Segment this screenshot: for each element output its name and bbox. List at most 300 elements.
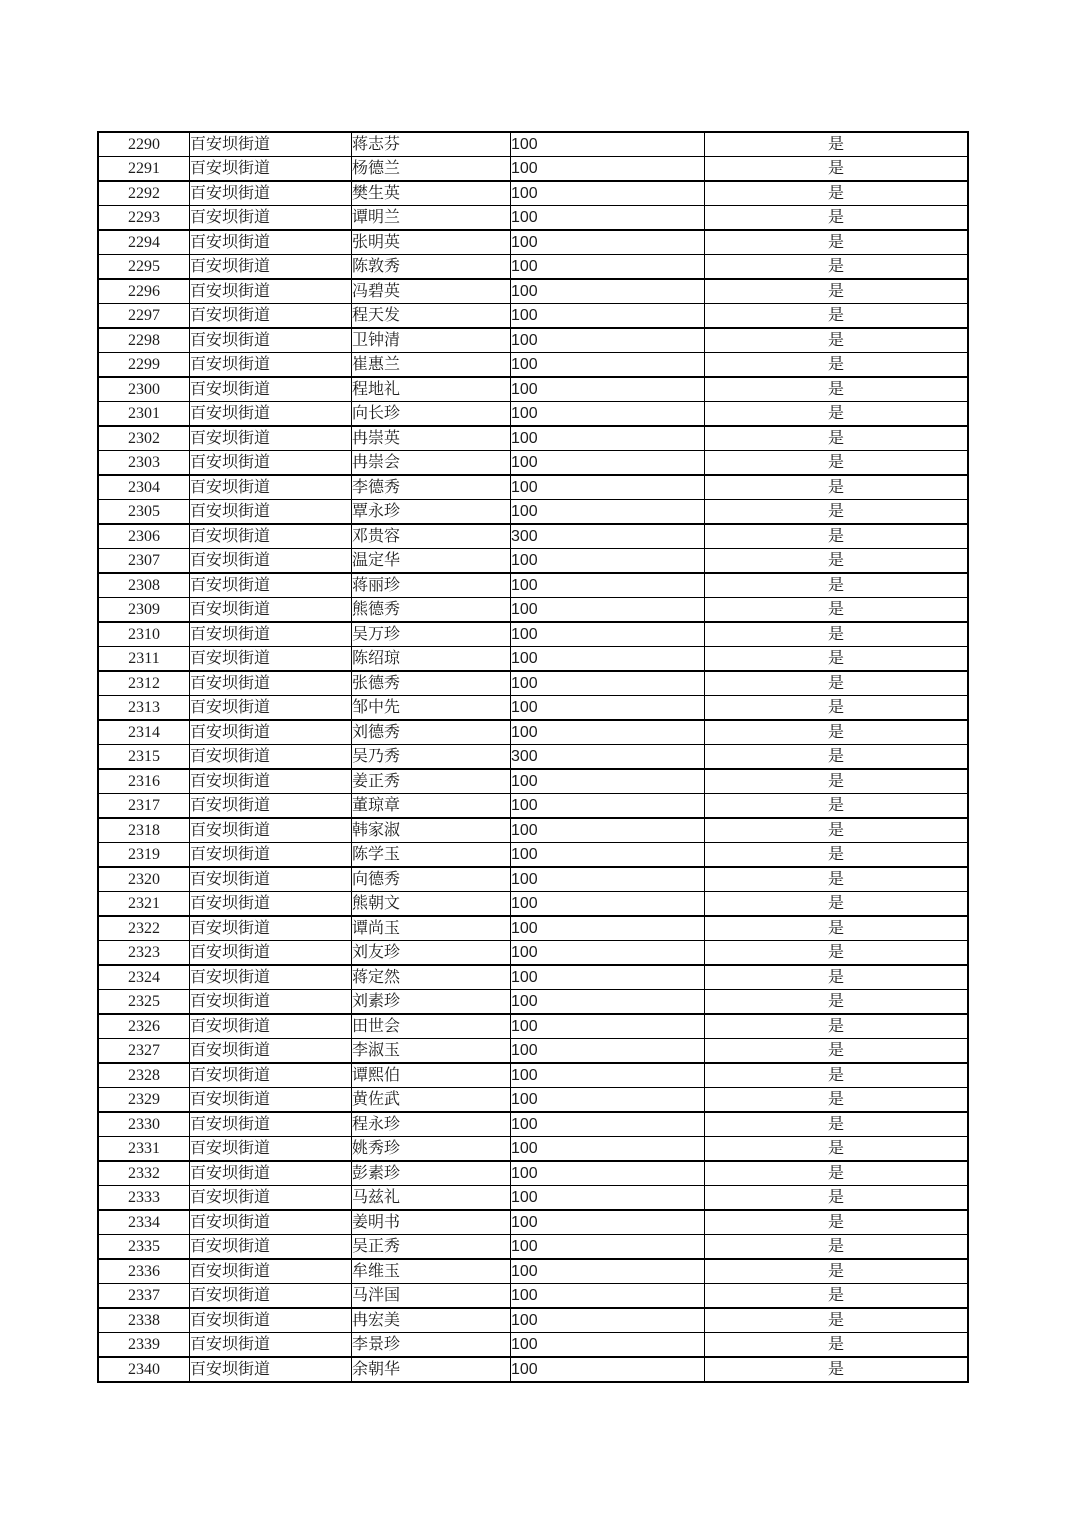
- table-row: [98, 230, 968, 255]
- cell-person-name: 马兹礼: [352, 1186, 511, 1211]
- table-row: [98, 1186, 968, 1211]
- cell-street-name: 百安坝街道: [190, 671, 352, 696]
- table-row: [98, 720, 968, 745]
- payment-roster-table: [97, 131, 969, 1383]
- cell-confirmed: 是: [705, 1333, 969, 1358]
- table-row: [98, 1308, 968, 1333]
- table-row: [98, 157, 968, 182]
- table-row: [98, 794, 968, 819]
- cell-confirmed: 是: [705, 1186, 969, 1211]
- cell-amount: 100: [511, 1161, 705, 1186]
- table-row: [98, 990, 968, 1015]
- cell-person-name: 董琼章: [352, 794, 511, 819]
- cell-person-name: 温定华: [352, 549, 511, 574]
- cell-serial-number: 2337: [98, 1284, 190, 1309]
- cell-person-name: 冉崇会: [352, 451, 511, 476]
- cell-serial-number: 2301: [98, 402, 190, 427]
- cell-serial-number: 2303: [98, 451, 190, 476]
- cell-street-name: 百安坝街道: [190, 990, 352, 1015]
- cell-amount: 100: [511, 965, 705, 990]
- table-row: [98, 647, 968, 672]
- table-row: [98, 843, 968, 868]
- cell-serial-number: 2322: [98, 916, 190, 941]
- table-row: [98, 769, 968, 794]
- cell-confirmed: 是: [705, 426, 969, 451]
- cell-person-name: 韩家淑: [352, 818, 511, 843]
- cell-serial-number: 2305: [98, 500, 190, 525]
- table-row: [98, 426, 968, 451]
- cell-amount: 100: [511, 353, 705, 378]
- table-row: [98, 598, 968, 623]
- cell-person-name: 张德秀: [352, 671, 511, 696]
- cell-amount: 100: [511, 647, 705, 672]
- cell-amount: 100: [511, 720, 705, 745]
- cell-confirmed: 是: [705, 916, 969, 941]
- cell-person-name: 刘友珍: [352, 941, 511, 966]
- cell-person-name: 吴正秀: [352, 1235, 511, 1260]
- cell-amount: 100: [511, 1308, 705, 1333]
- cell-serial-number: 2308: [98, 573, 190, 598]
- cell-street-name: 百安坝街道: [190, 867, 352, 892]
- cell-street-name: 百安坝街道: [190, 304, 352, 329]
- cell-amount: 100: [511, 1235, 705, 1260]
- cell-amount: 100: [511, 1186, 705, 1211]
- table-row: [98, 451, 968, 476]
- cell-street-name: 百安坝街道: [190, 1014, 352, 1039]
- cell-amount: 100: [511, 402, 705, 427]
- cell-person-name: 李淑玉: [352, 1039, 511, 1064]
- table-row: [98, 1137, 968, 1162]
- table-row: [98, 671, 968, 696]
- cell-serial-number: 2321: [98, 892, 190, 917]
- cell-serial-number: 2312: [98, 671, 190, 696]
- cell-street-name: 百安坝街道: [190, 1284, 352, 1309]
- cell-person-name: 卫钟清: [352, 328, 511, 353]
- cell-street-name: 百安坝街道: [190, 279, 352, 304]
- cell-amount: 100: [511, 622, 705, 647]
- cell-confirmed: 是: [705, 402, 969, 427]
- cell-amount: 100: [511, 230, 705, 255]
- cell-street-name: 百安坝街道: [190, 1259, 352, 1284]
- cell-person-name: 冉崇英: [352, 426, 511, 451]
- cell-serial-number: 2307: [98, 549, 190, 574]
- cell-serial-number: 2331: [98, 1137, 190, 1162]
- cell-serial-number: 2332: [98, 1161, 190, 1186]
- cell-serial-number: 2300: [98, 377, 190, 402]
- cell-serial-number: 2316: [98, 769, 190, 794]
- cell-person-name: 吴乃秀: [352, 745, 511, 770]
- table-row: [98, 353, 968, 378]
- cell-serial-number: 2317: [98, 794, 190, 819]
- cell-person-name: 熊朝文: [352, 892, 511, 917]
- cell-serial-number: 2326: [98, 1014, 190, 1039]
- cell-person-name: 姜正秀: [352, 769, 511, 794]
- cell-person-name: 谭明兰: [352, 206, 511, 231]
- cell-confirmed: 是: [705, 1088, 969, 1113]
- table-row: [98, 1161, 968, 1186]
- cell-confirmed: 是: [705, 794, 969, 819]
- cell-amount: 100: [511, 1039, 705, 1064]
- table-row: [98, 500, 968, 525]
- cell-person-name: 谭尚玉: [352, 916, 511, 941]
- cell-serial-number: 2335: [98, 1235, 190, 1260]
- cell-serial-number: 2311: [98, 647, 190, 672]
- cell-confirmed: 是: [705, 990, 969, 1015]
- cell-serial-number: 2333: [98, 1186, 190, 1211]
- cell-confirmed: 是: [705, 255, 969, 280]
- cell-street-name: 百安坝街道: [190, 524, 352, 549]
- cell-confirmed: 是: [705, 132, 969, 157]
- table-row: [98, 304, 968, 329]
- cell-street-name: 百安坝街道: [190, 1088, 352, 1113]
- cell-street-name: 百安坝街道: [190, 769, 352, 794]
- cell-street-name: 百安坝街道: [190, 622, 352, 647]
- cell-amount: 100: [511, 328, 705, 353]
- cell-person-name: 马泮国: [352, 1284, 511, 1309]
- cell-confirmed: 是: [705, 573, 969, 598]
- cell-street-name: 百安坝街道: [190, 941, 352, 966]
- table-row: [98, 402, 968, 427]
- cell-serial-number: 2310: [98, 622, 190, 647]
- cell-confirmed: 是: [705, 304, 969, 329]
- cell-amount: 100: [511, 206, 705, 231]
- table-row: [98, 255, 968, 280]
- cell-confirmed: 是: [705, 941, 969, 966]
- cell-person-name: 陈学玉: [352, 843, 511, 868]
- cell-confirmed: 是: [705, 1308, 969, 1333]
- cell-confirmed: 是: [705, 353, 969, 378]
- cell-amount: 100: [511, 671, 705, 696]
- cell-person-name: 杨德兰: [352, 157, 511, 182]
- cell-serial-number: 2306: [98, 524, 190, 549]
- cell-street-name: 百安坝街道: [190, 843, 352, 868]
- cell-amount: 100: [511, 255, 705, 280]
- cell-serial-number: 2296: [98, 279, 190, 304]
- cell-person-name: 冉宏美: [352, 1308, 511, 1333]
- cell-amount: 100: [511, 1210, 705, 1235]
- cell-confirmed: 是: [705, 647, 969, 672]
- cell-street-name: 百安坝街道: [190, 255, 352, 280]
- cell-amount: 100: [511, 377, 705, 402]
- cell-amount: 100: [511, 1284, 705, 1309]
- cell-amount: 100: [511, 1357, 705, 1382]
- cell-serial-number: 2293: [98, 206, 190, 231]
- cell-person-name: 蒋丽珍: [352, 573, 511, 598]
- cell-street-name: 百安坝街道: [190, 720, 352, 745]
- cell-street-name: 百安坝街道: [190, 892, 352, 917]
- cell-street-name: 百安坝街道: [190, 500, 352, 525]
- cell-amount: 300: [511, 745, 705, 770]
- cell-person-name: 陈敦秀: [352, 255, 511, 280]
- table-row: [98, 279, 968, 304]
- cell-confirmed: 是: [705, 622, 969, 647]
- cell-street-name: 百安坝街道: [190, 1112, 352, 1137]
- cell-confirmed: 是: [705, 549, 969, 574]
- cell-serial-number: 2292: [98, 181, 190, 206]
- cell-street-name: 百安坝街道: [190, 1308, 352, 1333]
- table-row: [98, 475, 968, 500]
- table-row: [98, 1333, 968, 1358]
- cell-amount: 100: [511, 941, 705, 966]
- cell-serial-number: 2325: [98, 990, 190, 1015]
- cell-street-name: 百安坝街道: [190, 745, 352, 770]
- cell-street-name: 百安坝街道: [190, 696, 352, 721]
- cell-amount: 100: [511, 818, 705, 843]
- cell-amount: 100: [511, 304, 705, 329]
- cell-serial-number: 2295: [98, 255, 190, 280]
- cell-amount: 100: [511, 451, 705, 476]
- cell-amount: 100: [511, 132, 705, 157]
- cell-serial-number: 2304: [98, 475, 190, 500]
- cell-street-name: 百安坝街道: [190, 1161, 352, 1186]
- cell-amount: 100: [511, 990, 705, 1015]
- cell-serial-number: 2319: [98, 843, 190, 868]
- cell-person-name: 李德秀: [352, 475, 511, 500]
- table-row: [98, 181, 968, 206]
- table-row: [98, 1088, 968, 1113]
- cell-confirmed: 是: [705, 1137, 969, 1162]
- cell-confirmed: 是: [705, 1210, 969, 1235]
- table-row: [98, 549, 968, 574]
- cell-person-name: 邹中先: [352, 696, 511, 721]
- table-body: [98, 132, 968, 1382]
- cell-confirmed: 是: [705, 769, 969, 794]
- cell-serial-number: 2339: [98, 1333, 190, 1358]
- cell-street-name: 百安坝街道: [190, 549, 352, 574]
- cell-amount: 100: [511, 867, 705, 892]
- cell-serial-number: 2309: [98, 598, 190, 623]
- table-row: [98, 1039, 968, 1064]
- cell-street-name: 百安坝街道: [190, 647, 352, 672]
- cell-street-name: 百安坝街道: [190, 794, 352, 819]
- cell-amount: 100: [511, 157, 705, 182]
- cell-serial-number: 2324: [98, 965, 190, 990]
- cell-street-name: 百安坝街道: [190, 1137, 352, 1162]
- cell-person-name: 程天发: [352, 304, 511, 329]
- cell-street-name: 百安坝街道: [190, 1210, 352, 1235]
- cell-person-name: 蒋志芬: [352, 132, 511, 157]
- cell-confirmed: 是: [705, 1284, 969, 1309]
- cell-street-name: 百安坝街道: [190, 451, 352, 476]
- cell-person-name: 李景珍: [352, 1333, 511, 1358]
- cell-person-name: 陈绍琼: [352, 647, 511, 672]
- table-row: [98, 1063, 968, 1088]
- cell-confirmed: 是: [705, 720, 969, 745]
- cell-confirmed: 是: [705, 818, 969, 843]
- table-row: [98, 206, 968, 231]
- cell-confirmed: 是: [705, 500, 969, 525]
- cell-street-name: 百安坝街道: [190, 1235, 352, 1260]
- cell-person-name: 樊生英: [352, 181, 511, 206]
- cell-person-name: 刘素珍: [352, 990, 511, 1015]
- table-row: [98, 524, 968, 549]
- cell-street-name: 百安坝街道: [190, 157, 352, 182]
- cell-serial-number: 2334: [98, 1210, 190, 1235]
- cell-amount: 100: [511, 794, 705, 819]
- cell-person-name: 黄佐武: [352, 1088, 511, 1113]
- cell-person-name: 张明英: [352, 230, 511, 255]
- cell-person-name: 向德秀: [352, 867, 511, 892]
- cell-street-name: 百安坝街道: [190, 206, 352, 231]
- cell-street-name: 百安坝街道: [190, 230, 352, 255]
- cell-confirmed: 是: [705, 843, 969, 868]
- cell-confirmed: 是: [705, 1063, 969, 1088]
- cell-confirmed: 是: [705, 1235, 969, 1260]
- cell-street-name: 百安坝街道: [190, 1186, 352, 1211]
- table-row: [98, 1112, 968, 1137]
- cell-serial-number: 2297: [98, 304, 190, 329]
- cell-street-name: 百安坝街道: [190, 353, 352, 378]
- cell-serial-number: 2330: [98, 1112, 190, 1137]
- table-row: [98, 377, 968, 402]
- table-row: [98, 965, 968, 990]
- cell-serial-number: 2290: [98, 132, 190, 157]
- cell-serial-number: 2302: [98, 426, 190, 451]
- cell-confirmed: 是: [705, 1357, 969, 1382]
- cell-serial-number: 2299: [98, 353, 190, 378]
- cell-person-name: 熊德秀: [352, 598, 511, 623]
- cell-person-name: 吴万珍: [352, 622, 511, 647]
- cell-serial-number: 2315: [98, 745, 190, 770]
- cell-person-name: 牟维玉: [352, 1259, 511, 1284]
- cell-person-name: 姚秀珍: [352, 1137, 511, 1162]
- table-row: [98, 1357, 968, 1382]
- cell-confirmed: 是: [705, 1039, 969, 1064]
- cell-confirmed: 是: [705, 181, 969, 206]
- cell-serial-number: 2336: [98, 1259, 190, 1284]
- cell-street-name: 百安坝街道: [190, 965, 352, 990]
- cell-amount: 100: [511, 181, 705, 206]
- cell-confirmed: 是: [705, 696, 969, 721]
- table-row: [98, 745, 968, 770]
- cell-confirmed: 是: [705, 279, 969, 304]
- roster-table-container: [97, 131, 962, 1383]
- table-row: [98, 622, 968, 647]
- cell-street-name: 百安坝街道: [190, 1357, 352, 1382]
- table-row: [98, 1259, 968, 1284]
- table-row: [98, 892, 968, 917]
- cell-serial-number: 2320: [98, 867, 190, 892]
- table-row: [98, 573, 968, 598]
- table-row: [98, 696, 968, 721]
- cell-street-name: 百安坝街道: [190, 181, 352, 206]
- cell-amount: 100: [511, 426, 705, 451]
- cell-confirmed: 是: [705, 1112, 969, 1137]
- cell-street-name: 百安坝街道: [190, 818, 352, 843]
- cell-person-name: 田世会: [352, 1014, 511, 1039]
- cell-amount: 100: [511, 1014, 705, 1039]
- table-row: [98, 132, 968, 157]
- cell-amount: 100: [511, 573, 705, 598]
- cell-street-name: 百安坝街道: [190, 402, 352, 427]
- cell-amount: 100: [511, 916, 705, 941]
- cell-street-name: 百安坝街道: [190, 475, 352, 500]
- cell-person-name: 程地礼: [352, 377, 511, 402]
- cell-amount: 100: [511, 598, 705, 623]
- cell-serial-number: 2340: [98, 1357, 190, 1382]
- cell-serial-number: 2328: [98, 1063, 190, 1088]
- cell-confirmed: 是: [705, 206, 969, 231]
- cell-street-name: 百安坝街道: [190, 1063, 352, 1088]
- cell-amount: 100: [511, 1333, 705, 1358]
- cell-person-name: 姜明书: [352, 1210, 511, 1235]
- cell-person-name: 余朝华: [352, 1357, 511, 1382]
- cell-person-name: 程永珍: [352, 1112, 511, 1137]
- cell-confirmed: 是: [705, 451, 969, 476]
- cell-confirmed: 是: [705, 524, 969, 549]
- cell-street-name: 百安坝街道: [190, 1039, 352, 1064]
- cell-amount: 100: [511, 696, 705, 721]
- cell-street-name: 百安坝街道: [190, 916, 352, 941]
- cell-confirmed: 是: [705, 157, 969, 182]
- cell-amount: 100: [511, 843, 705, 868]
- cell-serial-number: 2291: [98, 157, 190, 182]
- cell-street-name: 百安坝街道: [190, 426, 352, 451]
- cell-confirmed: 是: [705, 867, 969, 892]
- cell-confirmed: 是: [705, 1259, 969, 1284]
- cell-serial-number: 2314: [98, 720, 190, 745]
- cell-confirmed: 是: [705, 965, 969, 990]
- cell-person-name: 崔惠兰: [352, 353, 511, 378]
- cell-street-name: 百安坝街道: [190, 377, 352, 402]
- cell-serial-number: 2318: [98, 818, 190, 843]
- cell-street-name: 百安坝街道: [190, 328, 352, 353]
- cell-street-name: 百安坝街道: [190, 573, 352, 598]
- table-row: [98, 941, 968, 966]
- table-row: [98, 916, 968, 941]
- table-row: [98, 1284, 968, 1309]
- cell-confirmed: 是: [705, 745, 969, 770]
- table-row: [98, 818, 968, 843]
- cell-amount: 100: [511, 1137, 705, 1162]
- cell-confirmed: 是: [705, 377, 969, 402]
- cell-serial-number: 2298: [98, 328, 190, 353]
- cell-amount: 100: [511, 475, 705, 500]
- table-row: [98, 1014, 968, 1039]
- cell-amount: 100: [511, 1112, 705, 1137]
- cell-amount: 100: [511, 769, 705, 794]
- cell-amount: 100: [511, 1259, 705, 1284]
- cell-person-name: 邓贵容: [352, 524, 511, 549]
- cell-amount: 100: [511, 892, 705, 917]
- cell-amount: 100: [511, 500, 705, 525]
- cell-serial-number: 2323: [98, 941, 190, 966]
- cell-street-name: 百安坝街道: [190, 132, 352, 157]
- cell-person-name: 覃永珍: [352, 500, 511, 525]
- cell-amount: 100: [511, 1063, 705, 1088]
- cell-serial-number: 2329: [98, 1088, 190, 1113]
- cell-person-name: 蒋定然: [352, 965, 511, 990]
- table-row: [98, 867, 968, 892]
- cell-amount: 100: [511, 1088, 705, 1113]
- cell-person-name: 谭熙伯: [352, 1063, 511, 1088]
- cell-confirmed: 是: [705, 598, 969, 623]
- cell-serial-number: 2313: [98, 696, 190, 721]
- cell-amount: 300: [511, 524, 705, 549]
- table-row: [98, 328, 968, 353]
- cell-confirmed: 是: [705, 475, 969, 500]
- cell-person-name: 彭素珍: [352, 1161, 511, 1186]
- cell-person-name: 冯碧英: [352, 279, 511, 304]
- cell-confirmed: 是: [705, 892, 969, 917]
- cell-confirmed: 是: [705, 671, 969, 696]
- cell-serial-number: 2338: [98, 1308, 190, 1333]
- cell-confirmed: 是: [705, 1161, 969, 1186]
- cell-person-name: 刘德秀: [352, 720, 511, 745]
- cell-person-name: 向长珍: [352, 402, 511, 427]
- cell-serial-number: 2327: [98, 1039, 190, 1064]
- cell-confirmed: 是: [705, 1014, 969, 1039]
